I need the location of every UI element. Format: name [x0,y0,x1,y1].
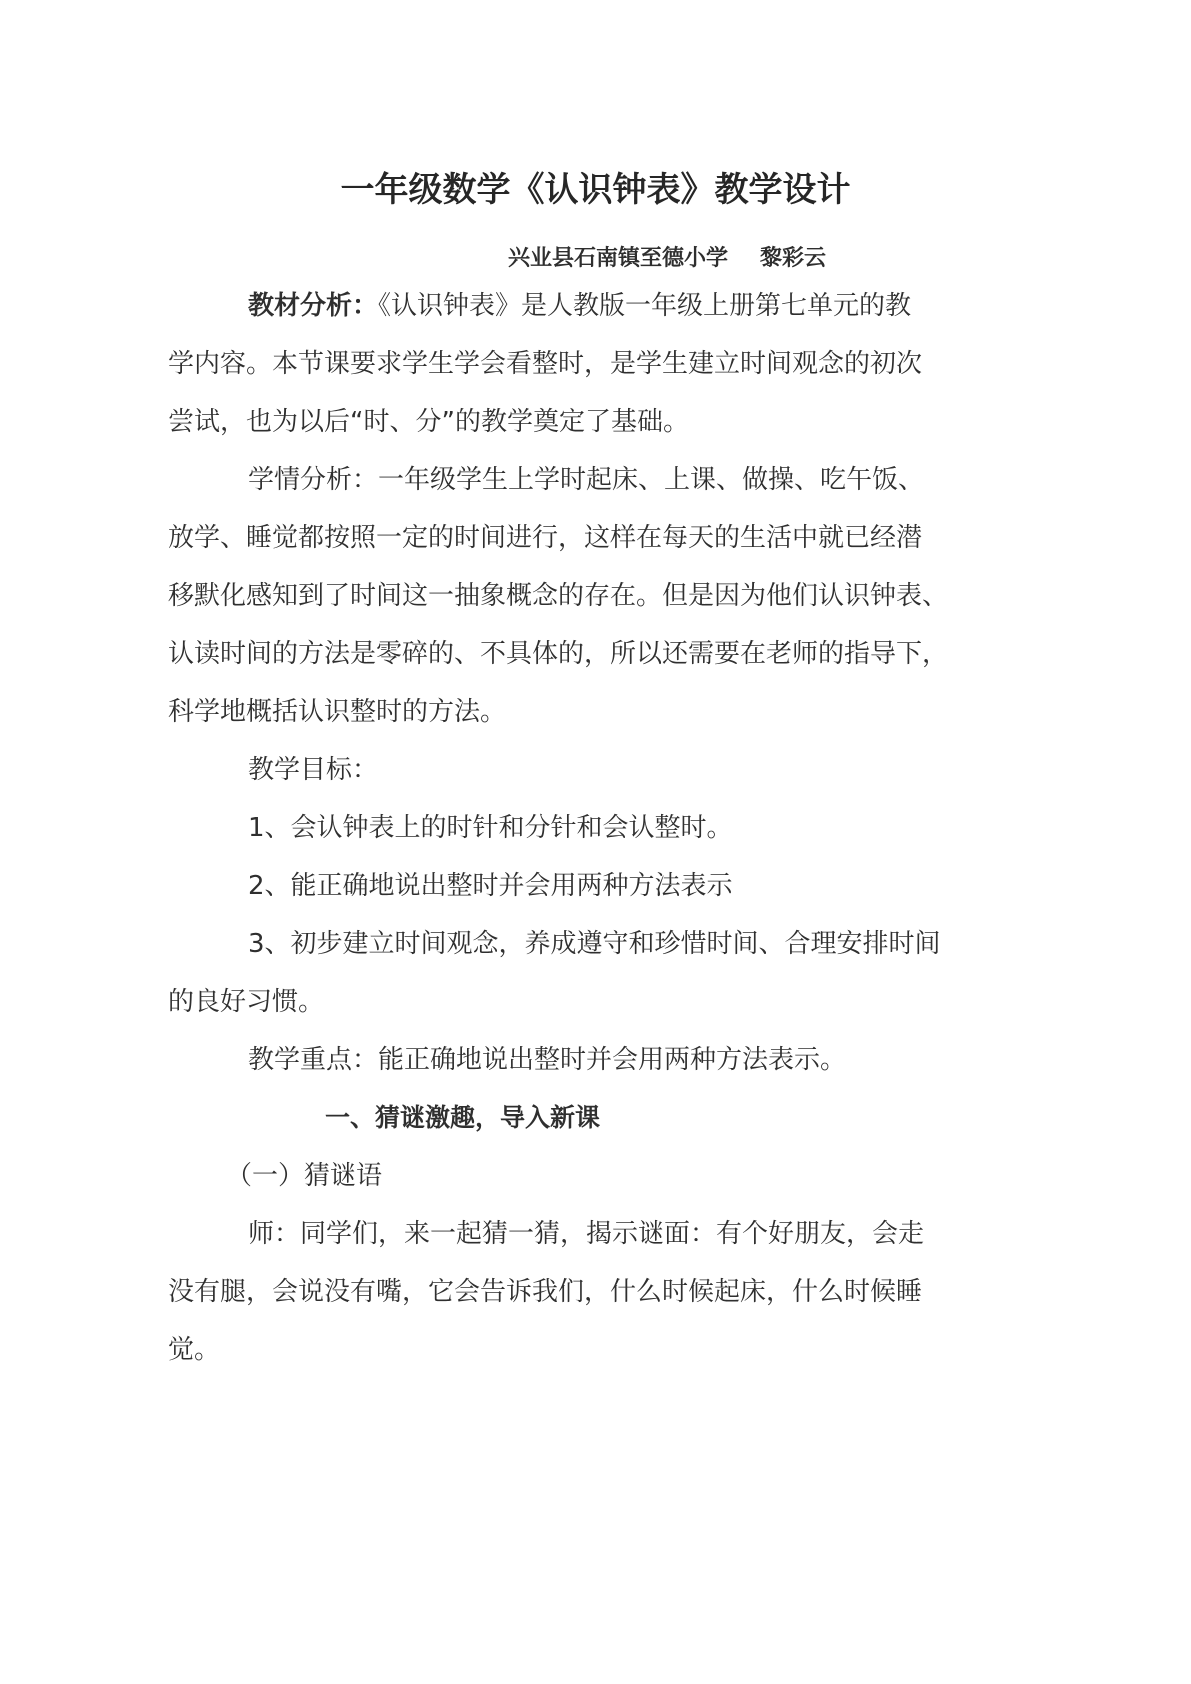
learner-analysis-line-2: 放学、睡觉都按照一定的时间进行，这样在每天的生活中就已经潜 [168,523,923,553]
section-1-heading: 一、猜谜激趣，导入新课 [325,1103,601,1132]
objectives-label: 教学目标： [248,755,379,785]
learner-analysis-line-1: 学情分析：一年级学生上学时起床、上课、做操、吃午饭、 [248,465,925,495]
section-1-subheading: （一）猜谜语 [226,1161,383,1191]
learner-analysis-line-5: 科学地概括认识整时的方法。 [168,697,507,727]
author-name: 黎彩云 [760,246,827,271]
document-title: 一年级数学《认识钟表》教学设计 [340,170,851,210]
key-point: 教学重点：能正确地说出整时并会用两种方法表示。 [248,1045,847,1075]
material-analysis-text-1: 《认识钟表》是人教版一年级上册第七单元的教 [378,291,912,321]
objective-item-3-line-1: 3、初步建立时间观念，养成遵守和珍惜时间、合理安排时间 [248,929,941,959]
learner-analysis-line-4: 认读时间的方法是零碎的、不具体的，所以还需要在老师的指导下， [168,639,949,669]
author-school: 兴业县石南镇至德小学 [508,246,729,271]
objective-item-3-line-2: 的良好习惯。 [168,987,325,1017]
material-analysis-line-3: 尝试，也为以后“时、分”的教学奠定了基础。 [168,407,689,437]
section-1-line-1: 师：同学们，来一起猜一猜，揭示谜面：有个好朋友，会走 [248,1219,925,1249]
material-analysis-line-2: 学内容。本节课要求学生学会看整时，是学生建立时间观念的初次 [168,349,923,379]
objective-item-2: 2、能正确地说出整时并会用两种方法表示 [248,871,733,901]
learner-analysis-line-3: 移默化感知到了时间这一抽象概念的存在。但是因为他们认识钟表、 [168,581,949,611]
section-1-line-3: 觉。 [168,1335,221,1365]
objective-item-1: 1、会认钟表上的时针和分针和会认整时。 [248,813,733,843]
material-analysis-label: 教材分析： [248,291,379,321]
material-analysis-line-1 [248,286,911,326]
section-1-line-2: 没有腿，会说没有嘴，它会告诉我们，什么时候起床，什么时候睡 [168,1277,923,1307]
